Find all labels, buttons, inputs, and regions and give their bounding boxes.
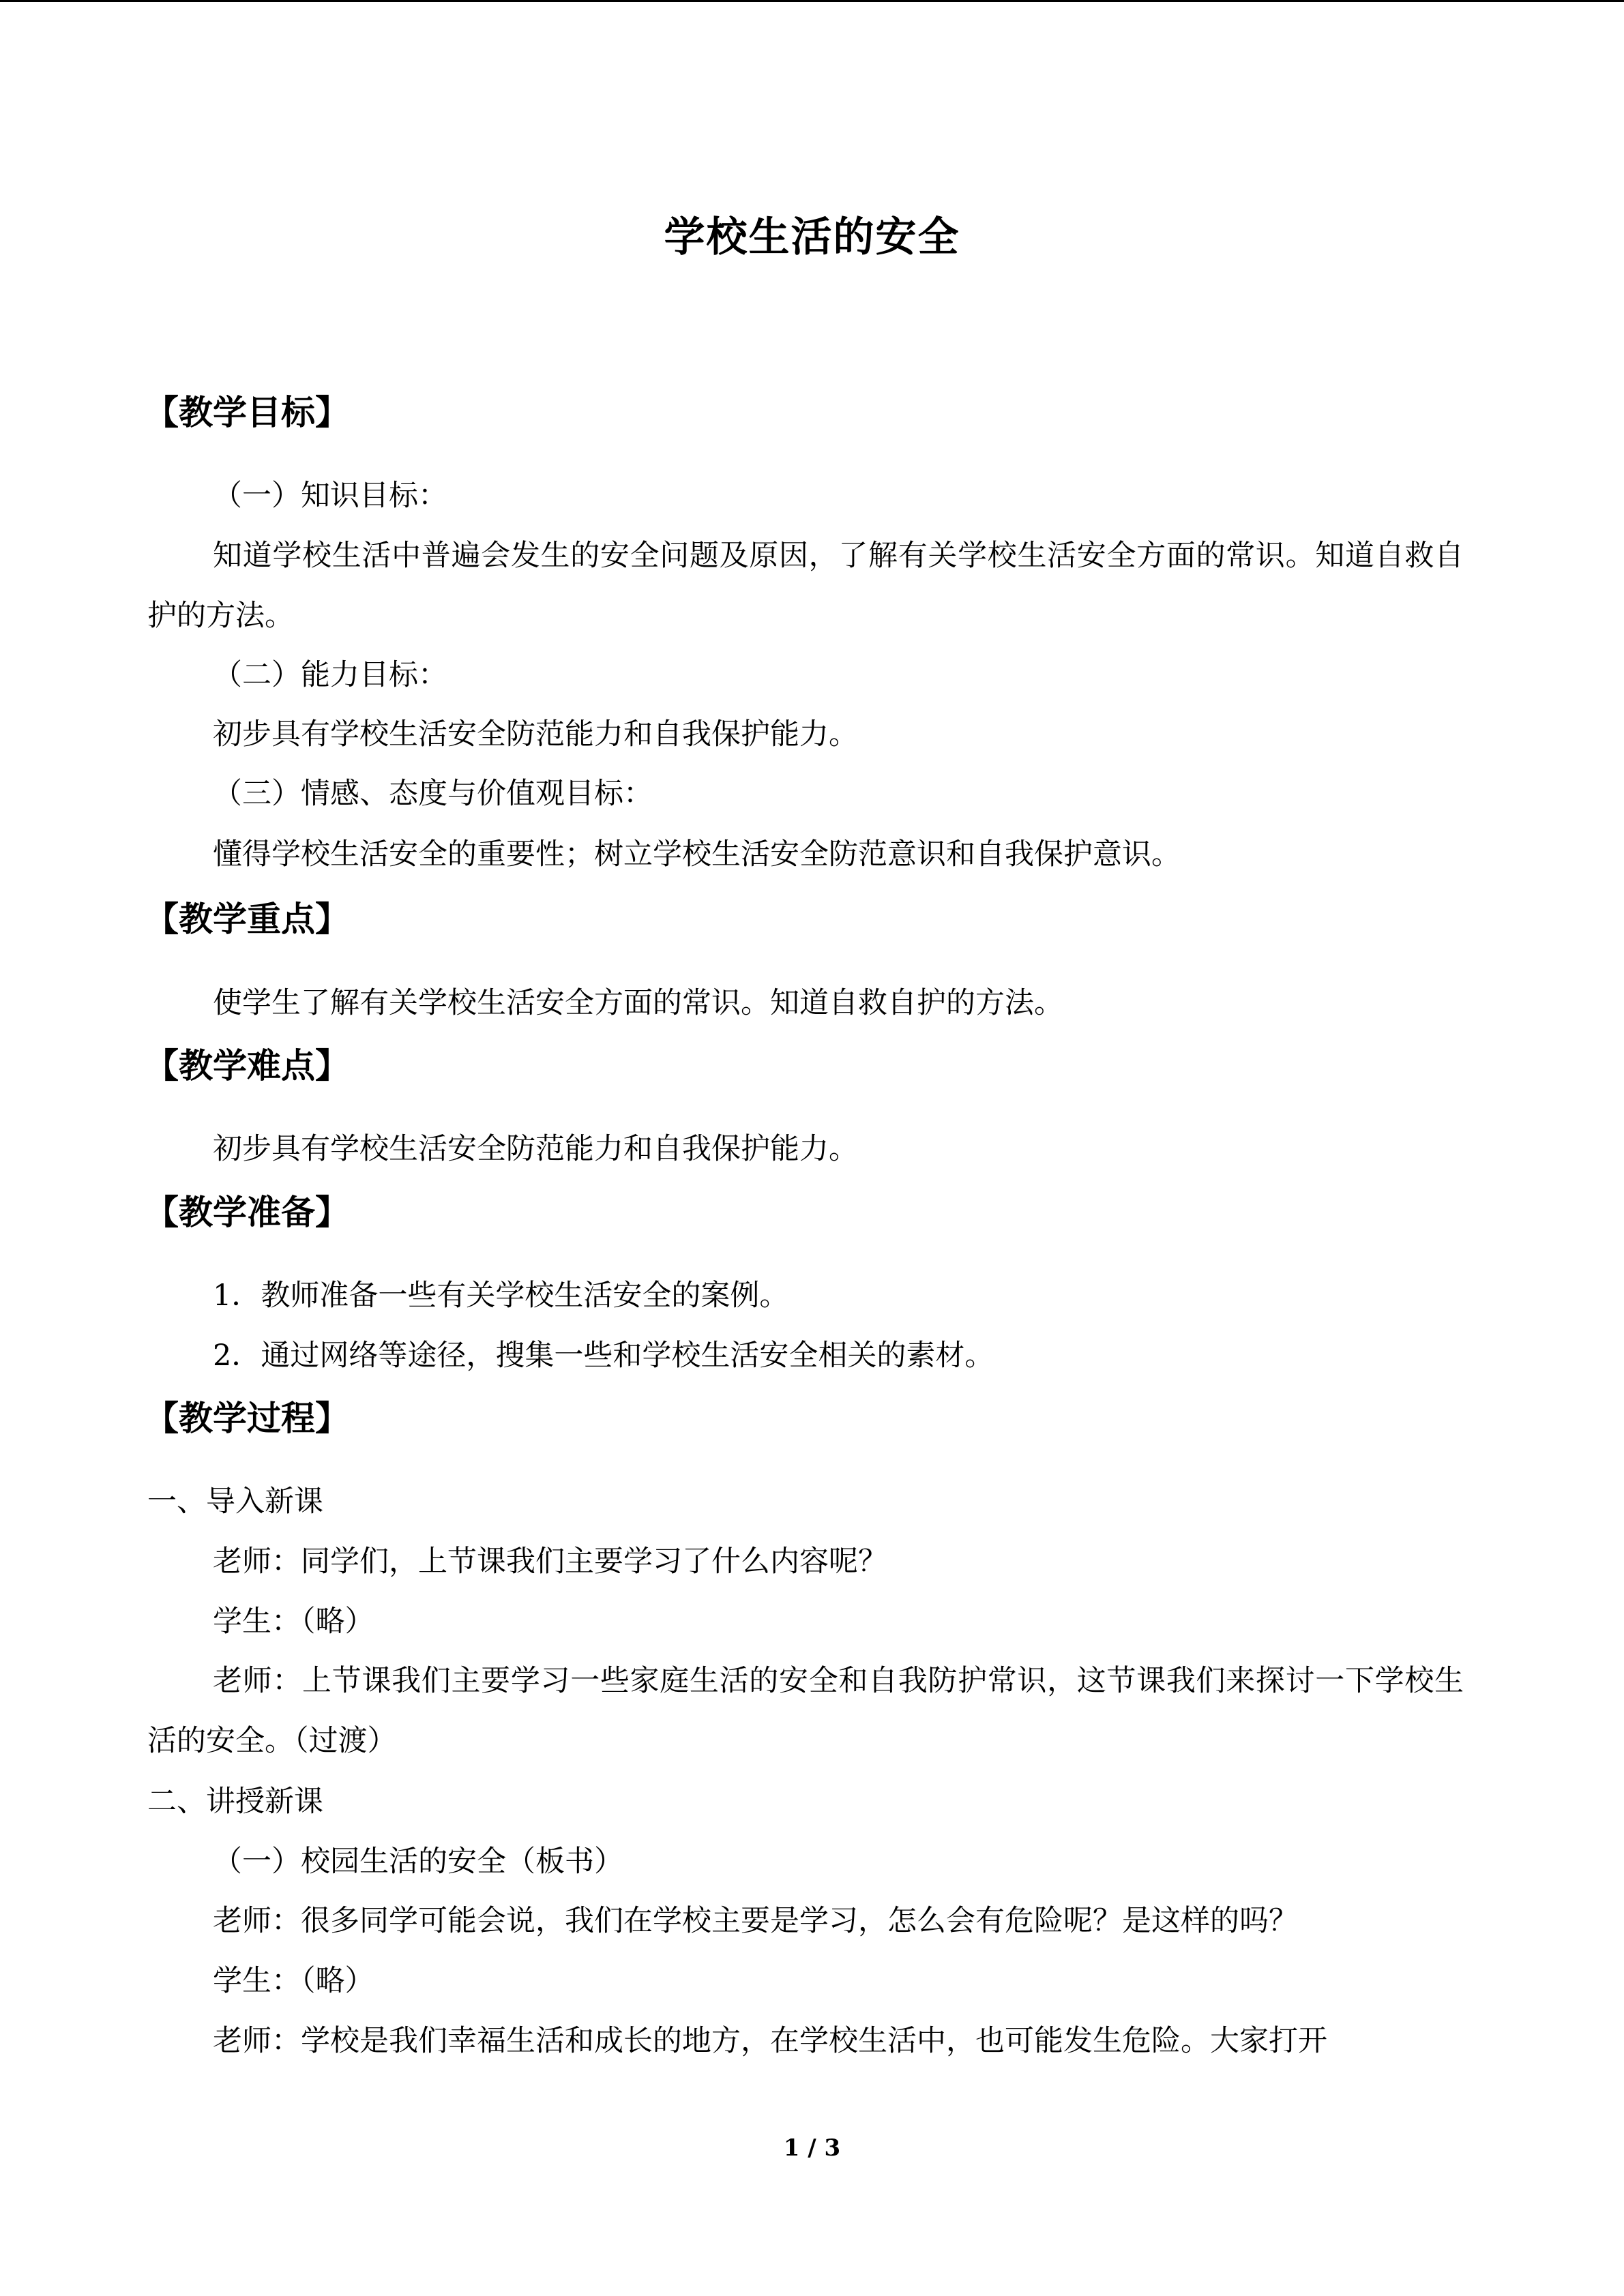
- ability-goal-label: （二）能力目标：: [213, 658, 447, 692]
- process-line-6: 老师：学校是我们幸福生活和成长的地方，在学校生活中，也可能发生危险。大家打开: [213, 2024, 1327, 2058]
- process-line-2: 学生：（略）: [213, 1605, 374, 1639]
- process-line-5: 学生：（略）: [213, 1964, 374, 1998]
- difficulties-text: 初步具有学校生活安全防范能力和自我保护能力。: [213, 1132, 858, 1166]
- heading-difficulties: 【教学难点】: [145, 1046, 349, 1086]
- document-title: 学校生活的安全: [664, 213, 960, 261]
- preparation-item-1: 1．教师准备一些有关学校生活安全的案例。: [213, 1279, 789, 1313]
- heading-key-points: 【教学重点】: [145, 899, 349, 939]
- key-points-text: 使学生了解有关学校生活安全方面的常识。知道自救自护的方法。: [213, 986, 1063, 1020]
- emotion-goal-label: （三）情感、态度与价值观目标：: [213, 777, 653, 811]
- emotion-goal-text: 懂得学校生活安全的重要性；树立学校生活安全防范意识和自我保护意识。: [213, 837, 1181, 871]
- process-line-3: 老师：上节课我们主要学习一些家庭生活的安全和自我防护常识，这节课我们来探讨一下学校生活的安全。（过渡）: [147, 1664, 1464, 1758]
- heading-preparation: 【教学准备】: [145, 1193, 349, 1232]
- process-line-1: 老师：同学们，上节课我们主要学习了什么内容呢？: [213, 1545, 887, 1579]
- ability-goal-text: 初步具有学校生活安全防范能力和自我保护能力。: [213, 717, 858, 751]
- page-number: 1 / 3: [783, 2134, 841, 2162]
- heading-objectives: 【教学目标】: [145, 393, 349, 432]
- knowledge-goal-label: （一）知识目标：: [213, 479, 447, 513]
- process-line-4: 老师：很多同学可能会说，我们在学校主要是学习，怎么会有危险呢？是这样的吗？: [213, 1904, 1298, 1938]
- process-part1-title: 一、导入新课: [147, 1485, 323, 1519]
- preparation-item-2: 2．通过网络等途径，搜集一些和学校生活安全相关的素材。: [213, 1339, 994, 1373]
- process-part2-title: 二、讲授新课: [147, 1785, 323, 1819]
- process-sub1-title: （一）校园生活的安全（板书）: [213, 1845, 623, 1879]
- heading-process: 【教学过程】: [145, 1399, 349, 1438]
- knowledge-goal-text: 知道学校生活中普遍会发生的安全问题及原因，了解有关学校生活安全方面的常识。知道自救自护的方法。: [147, 539, 1464, 633]
